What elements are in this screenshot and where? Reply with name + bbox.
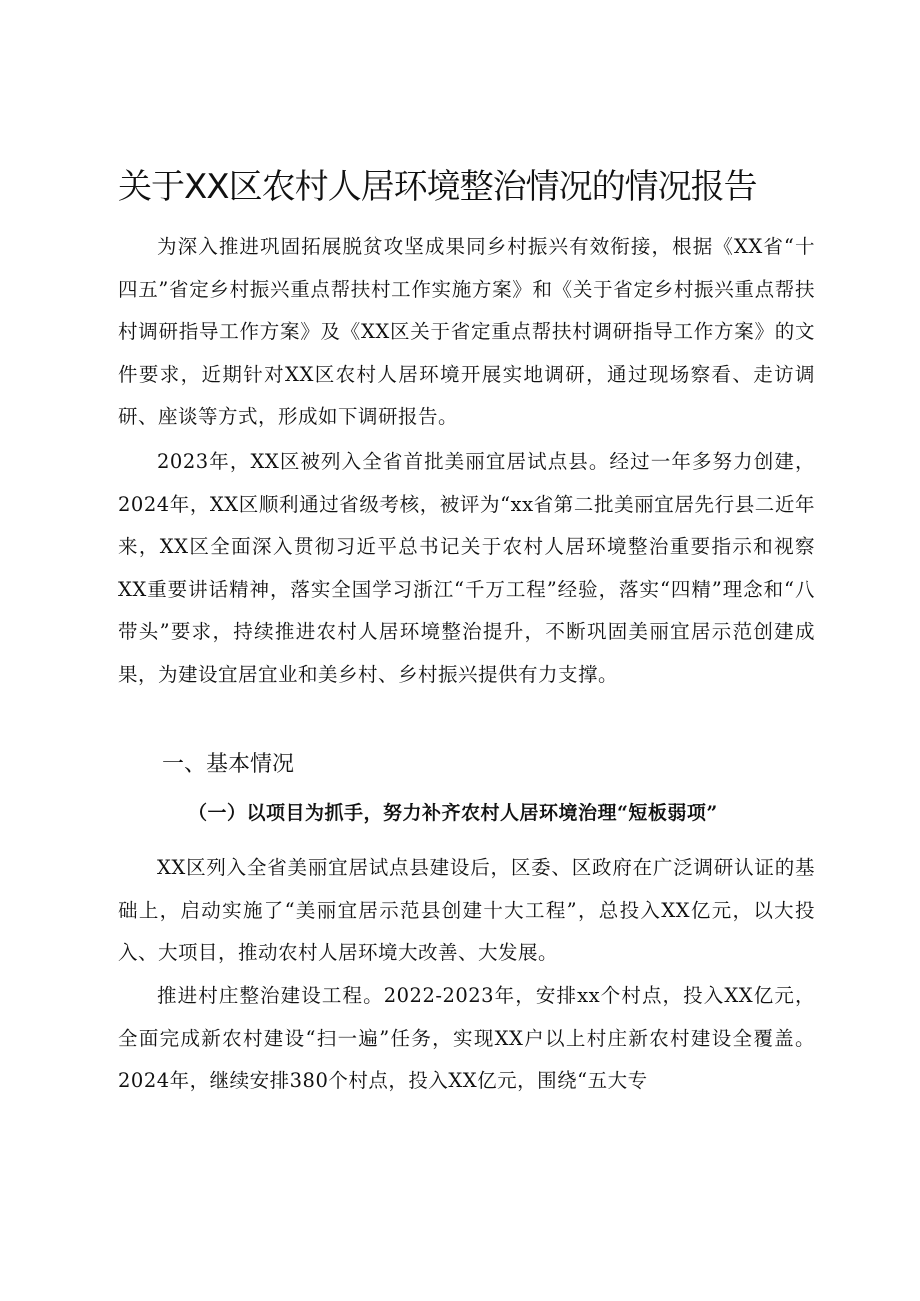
subsection-heading: （一）以项目为抓手，努力补齐农村人居环境治理“短板弱项” bbox=[188, 802, 718, 824]
document-title: 关于XX区农村人居环境整治情况的情况报告 bbox=[118, 167, 757, 207]
section-paragraph: 推进村庄整治建设工程。2022-2023年，安排xx个村点，投入XX亿元，全面完成新农村建设“扫一遍”任务，实现XX户以上村庄新农村建设全覆盖。2024年，继续安排380个村点，投入XX亿元，围绕“五大专 bbox=[118, 984, 815, 1092]
section-paragraph: XX区列入全省美丽宜居试点县建设后，区委、区政府在广泛调研认证的基础上，启动实施了“美丽宜居示范县创建十大工程”，总投入XX亿元，以大投入、大项目，推动农村人居环境大改善、大发展。 bbox=[118, 856, 815, 964]
section-heading: 一、基本情况 bbox=[162, 752, 295, 777]
intro-paragraph: 为深入推进巩固拓展脱贫攻坚成果同乡村振兴有效衔接，根据《XX省“十四五”省定乡村振兴重点帮扶村工作实施方案》和《关于省定乡村振兴重点帮扶村调研指导工作方案》及《XX区关于省定重点帮扶村调研指导工作方案》的文件要求，近期针对XX区农村人居环境开展实地调研，通过现场察看、走访调研、座谈等方式，形成如下调研报告。 bbox=[118, 235, 815, 428]
background-paragraph: 2023年，XX区被列入全省首批美丽宜居试点县。经过一年多努力创建，2024年，XX区顺利通过省级考核，被评为“xx省第二批美丽宜居先行县二近年来，XX区全面深入贯彻习近平总书记关于农村人居环境整治重要指示和视察XX重要讲话精神，落实全国学习浙江“千万工程”经验，落实“四精”理念和“八带头”要求，持续推进农村人居环境整治提升，不断巩固美丽宜居示范创建成果，为建设宜居宜业和美乡村、乡村振兴提供有力支撑。 bbox=[118, 450, 815, 686]
